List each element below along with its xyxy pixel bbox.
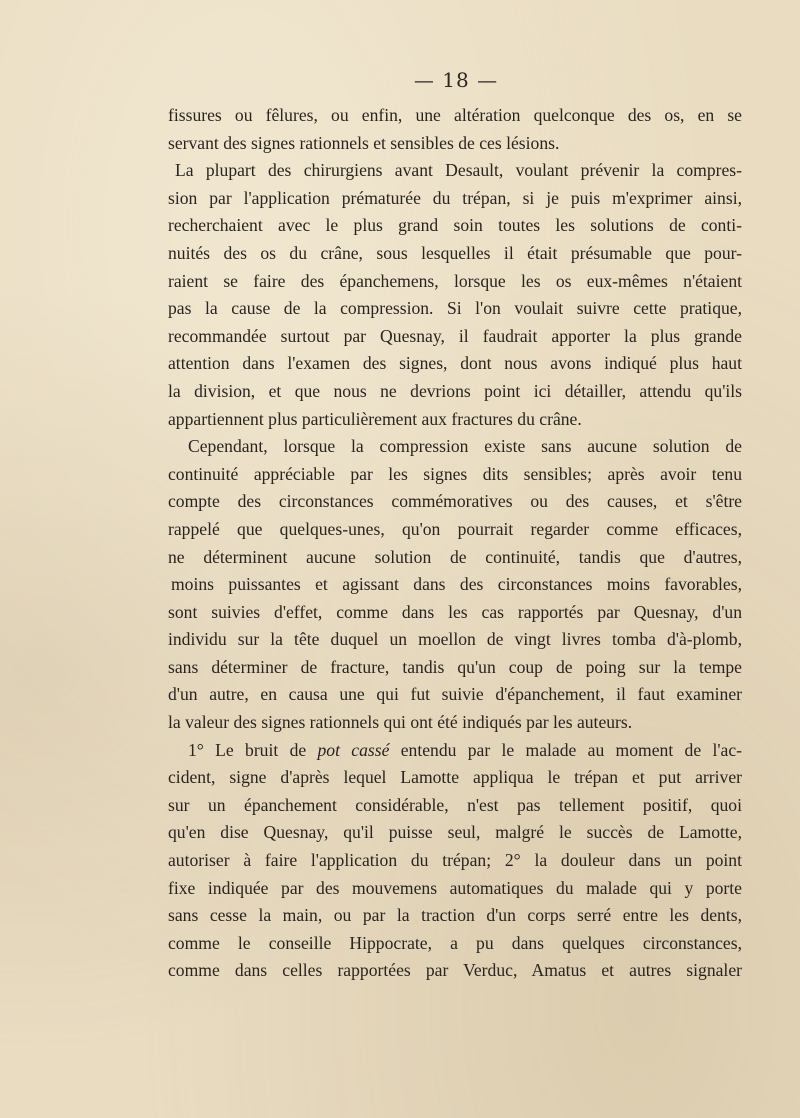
text-line: appartiennent plus particulièrement aux fractures du crâne. [168,408,582,429]
text-run: entendu par le malade au moment de l'ac- [389,739,742,760]
text-line: fixe indiquée par des mouvemens automatiques du malade qui y porte [168,877,742,898]
text-line: recherchaient avec le plus grand soin toutes les solutions de conti- [168,215,742,236]
text-line: sans cesse la main, ou par la traction d'un corps serré entre les dents, [168,905,742,926]
text-line [168,737,742,765]
text-line: cident, signe d'après lequel Lamotte appliqua le trépan et put arriver [168,767,742,788]
text-line: moins puissantes et agissant dans des circonstances moins favorables, [171,574,742,595]
text-line: qu'en dise Quesnay, qu'il puisse seul, malgré le succès de Lamotte, [168,822,742,843]
text-line: fissures ou fêlures, ou enfin, une altération quelconque des os, en se [168,105,742,125]
text-line: ne déterminent aucune solution de continuité, tandis que d'autres, [168,546,742,567]
text-line: autoriser à faire l'application du trépan; 2° la douleur dans un point [168,850,742,871]
text-line: recommandée surtout par Quesnay, il faudrait apporter la plus grande [168,325,742,346]
text-line: sans déterminer de fracture, tandis qu'un coup de poing sur la tempe [168,656,742,677]
text-line: rappelé que quelques-unes, qu'on pourrait regarder comme efficaces, [168,518,742,539]
text-line: sont suivies d'effet, comme dans les cas rapportés par Quesnay, d'un [168,601,742,622]
text-line: la valeur des signes rationnels qui ont été indiqués par les auteurs. [168,712,633,733]
text-run: 1° Le bruit de [188,739,318,760]
text-line: sion par l'application prématurée du trépan, si je puis m'exprimer ainsi, [168,187,742,208]
text-line: individu sur la tête duquel un moellon de vingt livres tomba d'à-plomb, [168,629,742,650]
text-line: attention dans l'examen des signes, dont nous avons indiqué plus haut [168,353,742,374]
text-line: d'un autre, en causa une qui fut suivie d'épanchement, il faut examiner [168,684,742,705]
italic-phrase: pot cassé [317,739,390,760]
body-text [168,102,742,985]
text-line: raient se faire des épanchemens, lorsque les os eux-mêmes n'étaient [168,270,742,291]
text-line: comme dans celles rapportées par Verduc, Amatus et autres signaler [168,960,742,981]
page-number: — 18 — [413,68,499,92]
text-line: La plupart des chirurgiens avant Desault, voulant prévenir la compres- [175,160,742,181]
text-line: sur un épanchement considérable, n'est pas tellement positif, quoi [168,794,742,815]
text-line: compte des circonstances commémoratives ou des causes, et s'être [168,491,742,512]
text-line: continuité appréciable par les signes dits sensibles; après avoir tenu [168,463,742,484]
text-line: Cependant, lorsque la compression existe sans aucune solution de [188,436,742,457]
text-line: nuités des os du crâne, sous lesquelles il était présumable que pour- [168,242,742,263]
text-line: comme le conseille Hippocrate, a pu dans quelques circonstances, [168,932,742,953]
text-line: servant des signes rationnels et sensibles de ces lésions. [168,132,560,153]
text-line: pas la cause de la compression. Si l'on voulait suivre cette pratique, [168,298,742,319]
text-line: la division, et que nous ne devrions point ici détailler, attendu qu'ils [168,380,742,401]
